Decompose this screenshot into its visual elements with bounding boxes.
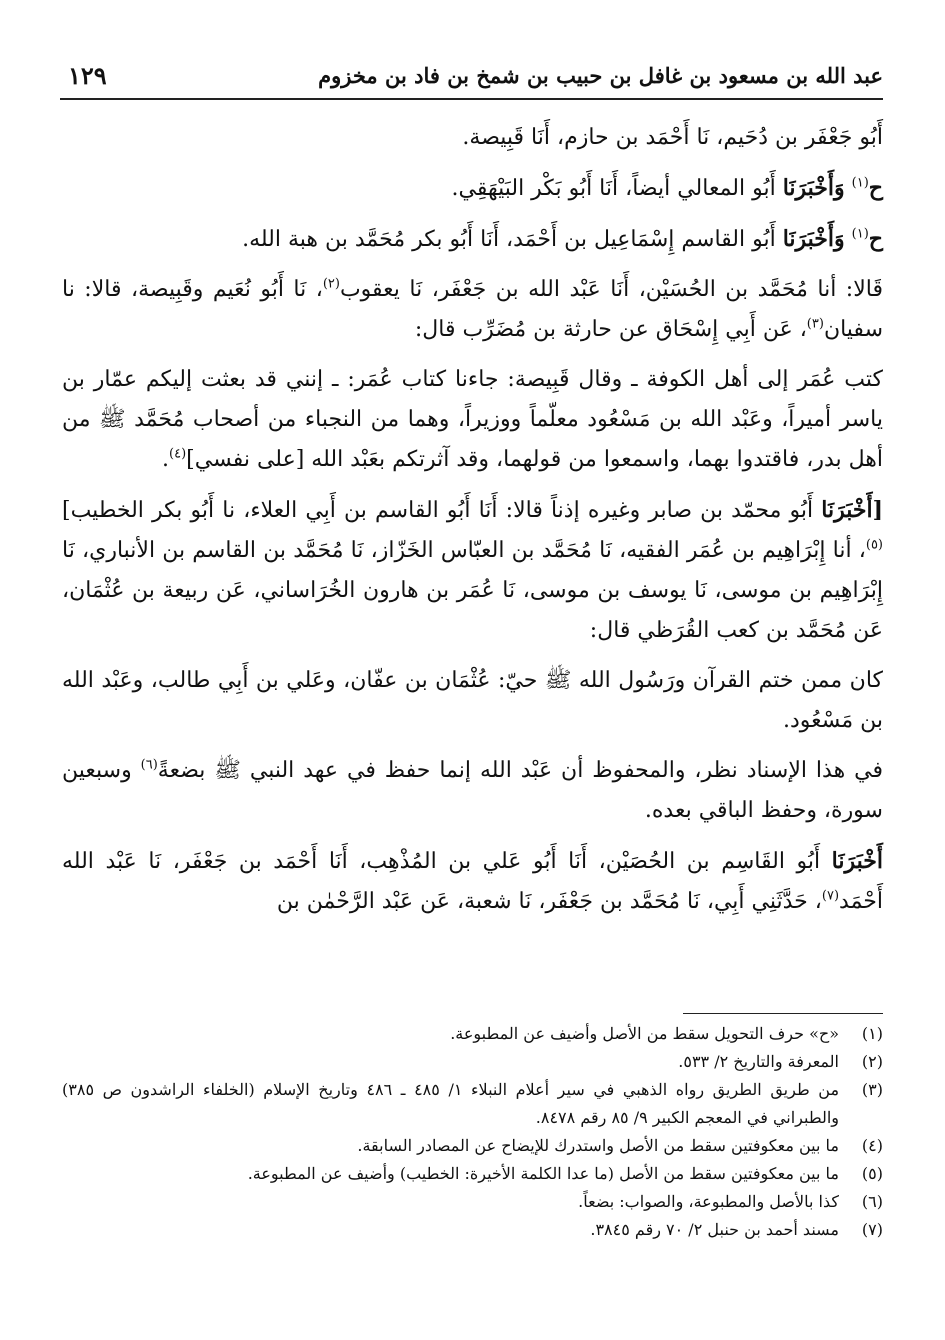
footnote-item xyxy=(62,1020,883,1048)
footnote-text: المعرفة والتاريخ ٢/ ٥٣٣. xyxy=(678,1052,839,1071)
paragraph-text: كتب عُمَر إلى أهل الكوفة ـ وقال قَبِيصة: جاءنا كتاب عُمَر: ـ إنني قد بعثت إليكم عمّار بن ياسر أميراً، وعَبْد الله بن مَسْعُود معلّماً ووزيراً، وهما من النجباء من أصحاب مُحَمَّد ﷺ من أهل بدر، فاقتدوا بهما، واسمعوا من قولهما، وقد آثرتكم بعَبْد الله [على نفسي] xyxy=(62,367,883,472)
footnote-number: (٤) xyxy=(861,1136,883,1155)
paragraph-text: قَالا: أنا مُحَمَّد بن الحُسَيْن، أَنَا عَبْد الله بن جَعْفَر، نَا يعقوب xyxy=(339,277,883,302)
footnote-divider xyxy=(683,1013,883,1014)
paragraph-6 xyxy=(62,490,883,651)
paragraph-4 xyxy=(62,270,883,350)
paragraph-text: ، نَا أَبُو نُعَيم وقَبِيصة، قالا: نا سفيان xyxy=(62,277,883,342)
footnotes xyxy=(62,1020,883,1244)
paragraph-text: ، أنا إِبْرَاهِيم بن عُمَر الفقيه، نَا مُحَمَّد بن العبّاس الخَزّاز، نَا مُحَمَّد بن القاسم بن الأنباري، نَا إِبْرَاهِيم بن موسى، نَا يوسف بن موسى، نَا عُمَر بن هارون الخُرَاساني، عَن ربيعة بن عُثْمَان، عَن مُحَمَّد بن كعب القُرَظي قال: xyxy=(62,538,883,643)
footnote-item xyxy=(62,1048,883,1076)
footnote-ref: (٣) xyxy=(806,316,824,332)
paragraph-9 xyxy=(62,841,883,922)
footnote-number: (٥) xyxy=(861,1164,883,1183)
akhbarana-keyword: وَأَخْبَرَنَا xyxy=(782,226,845,252)
akhbarana-keyword: أَخْبَرَنَا xyxy=(831,848,883,874)
page-number: ١٢٩ xyxy=(68,60,107,90)
paragraph-text: أَبُو القَاسِم بن الحُصَيْن، أَنَا أَبُو عَلي بن المُذْهِب، أَنَا أَحْمَد بن جَعْفَر، نَا عَبْد الله أَحْمَد xyxy=(62,849,883,914)
tahwil-symbol: ح xyxy=(868,226,883,252)
footnote-text: «ح» حرف التحويل سقط من الأصل وأضيف عن المطبوعة. xyxy=(450,1024,839,1043)
paragraph-2 xyxy=(62,168,883,209)
paragraph-text: في هذا الإسناد نظر، والمحفوظ أن عَبْد الله إنما حفظ في عهد النبي ﷺ بضعةً xyxy=(157,758,883,783)
footnote-item xyxy=(62,1076,883,1132)
footnote-text: ما بين معكوفتين سقط من الأصل (ما عدا الكلمة الأخيرة: الخطيب) وأضيف عن المطبوعة. xyxy=(247,1164,839,1183)
paragraph-text: أَبُو القاسم إِسْمَاعِيل بن أَحْمَد، أَنَا أَبُو بكر مُحَمَّد بن هبة الله. xyxy=(242,227,776,252)
paragraph-text: أَبُو محمّد بن صابر وغيره إذناً قالا: أَنَا أَبُو القاسم بن أَبِي العلاء، نا أَبُو بكر الخطيب] xyxy=(62,498,814,523)
footnote-ref: (٢) xyxy=(322,276,340,292)
paragraph-1: أَبُو جَعْفَر بن دُحَيم، نَا أَحْمَد بن حازم، أَنَا قَبِيصة. xyxy=(462,125,883,150)
akhbarana-keyword: وَأَخْبَرَنَا xyxy=(782,175,845,201)
footnote-ref: (٥) xyxy=(865,537,883,553)
footnote-number: (٢) xyxy=(861,1052,883,1071)
footnote-item xyxy=(62,1188,883,1216)
footnote-item xyxy=(62,1216,883,1244)
footnote-ref: (٤) xyxy=(169,446,187,462)
footnote-number: (١) xyxy=(861,1024,883,1043)
paragraph-text: وسبعين سورة، وحفظ الباقي بعده. xyxy=(62,758,883,823)
paragraph-5 xyxy=(62,360,883,480)
paragraph-7: كان ممن ختم القرآن ورَسُول الله ﷺ حيّ: عُثْمَان بن عفّان، وعَلي بن أَبِي طالب، وعَبْد الله بن مَسْعُود. xyxy=(62,668,883,733)
akhbarana-keyword: [أَخْبَرَنَا xyxy=(821,497,883,523)
paragraph-3 xyxy=(62,219,883,260)
main-text xyxy=(62,118,883,932)
paragraph-text: ، عَن أَبِي إِسْحَاق عن حارثة بن مُضَرِّب قال: xyxy=(414,317,807,342)
footnote-number: (٣) xyxy=(861,1080,883,1099)
paragraph-text: ، حَدَّثَنِي أَبِي، نَا مُحَمَّد بن جَعْفَر، نَا شعبة، عَن عَبْد الرَّحْمٰن بن xyxy=(276,889,822,914)
page-header xyxy=(60,52,883,100)
footnote-text: كذا بالأصل والمطبوعة، والصواب: بضعاً. xyxy=(578,1192,839,1211)
paragraph-text: . xyxy=(162,447,170,472)
footnote-ref: (٦) xyxy=(140,757,158,773)
footnote-number: (٧) xyxy=(861,1220,883,1239)
footnote-ref: (١) xyxy=(851,175,869,191)
footnote-ref: (٧) xyxy=(821,888,840,904)
footnote-text: مسند أحمد بن حنبل ٢/ ٧٠ رقم ٣٨٤٥. xyxy=(590,1220,839,1239)
paragraph-text: أَبُو المعالي أيضاً، أَنَا أَبُو بَكْر البَيْهَقِي. xyxy=(451,176,776,201)
footnote-text: ما بين معكوفتين سقط من الأصل واستدرك للإيضاح عن المصادر السابقة. xyxy=(357,1136,839,1155)
footnote-item xyxy=(62,1132,883,1160)
tahwil-symbol: ح xyxy=(868,175,883,201)
running-title: عبد الله بن مسعود بن غافل بن حبيب بن شمخ بن فاد بن مخزوم xyxy=(318,62,883,88)
footnote-text: من طريق الطريق رواه الذهبي في سير أعلام النبلاء ١/ ٤٨٥ ـ ٤٨٦ وتاريخ الإسلام (الخلفاء الراشدون ص ٣٨٥) والطبراني في المعجم الكبير ٩/ ٨٥ رقم ٨٤٧٨. xyxy=(62,1080,840,1127)
footnote-item xyxy=(62,1160,883,1188)
footnote-ref: (١) xyxy=(851,226,869,242)
paragraph-8 xyxy=(62,751,883,831)
footnote-number: (٦) xyxy=(861,1192,883,1211)
